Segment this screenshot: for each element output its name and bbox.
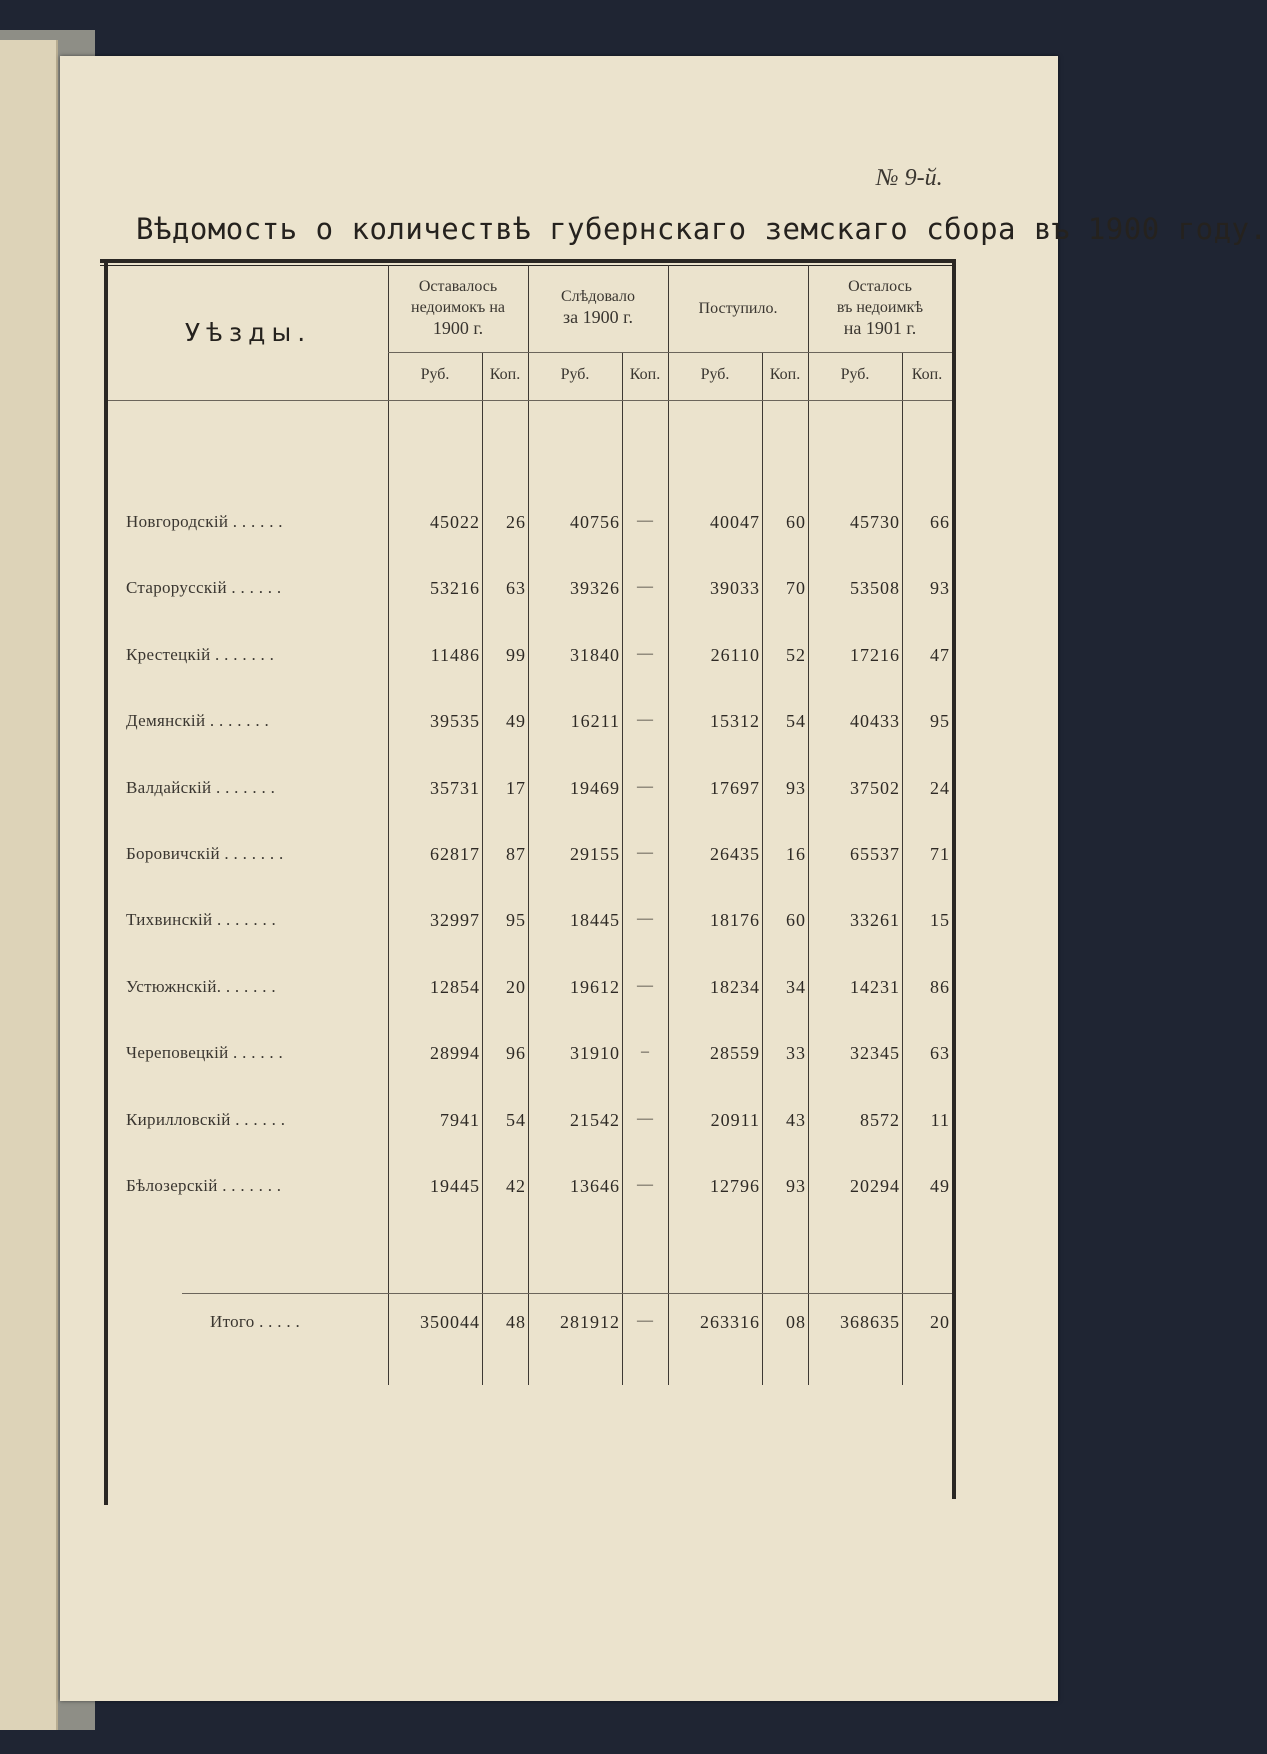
col-divider bbox=[528, 265, 529, 1385]
table-cell: 19445 bbox=[430, 1176, 480, 1196]
table-cell: 71 bbox=[930, 844, 950, 864]
table-row bbox=[0, 1043, 1115, 1073]
subheader-kop: Коп. bbox=[489, 366, 521, 383]
table-cell: 62817 bbox=[430, 844, 480, 864]
table-cell: 11486 bbox=[430, 645, 480, 665]
table-cell: 31910 bbox=[570, 1043, 620, 1063]
table-cell: 19612 bbox=[570, 977, 620, 997]
table-cell: 63 bbox=[930, 1043, 950, 1063]
table-cell: 96 bbox=[506, 1043, 526, 1063]
page-title: Вѣдомость о количествѣ губернскаго земскаго сбора въ 1900 году. bbox=[136, 212, 1267, 246]
total-cell: 20 bbox=[930, 1312, 950, 1332]
header-due-1900 bbox=[528, 286, 668, 328]
table-row bbox=[0, 711, 1115, 741]
total-cell: 08 bbox=[786, 1312, 806, 1332]
table-cell: 16 bbox=[786, 844, 806, 864]
subheader-rub: Руб. bbox=[840, 366, 870, 383]
subheader-rub: Руб. bbox=[420, 366, 450, 383]
table-cell: 40756 bbox=[570, 512, 620, 532]
table-cell: 24 bbox=[930, 778, 950, 798]
table-cell: 18176 bbox=[710, 910, 760, 930]
table-cell: 20 bbox=[506, 977, 526, 997]
table-cell: — bbox=[637, 1176, 653, 1193]
subheader-rub: Руб. bbox=[560, 366, 590, 383]
table-cell: 12796 bbox=[710, 1176, 760, 1196]
table-cell: 8572 bbox=[860, 1110, 900, 1130]
table-cell: — bbox=[637, 711, 653, 728]
header-line: 1900 г. bbox=[432, 318, 484, 338]
table-cell: 49 bbox=[930, 1176, 950, 1196]
total-cell: 48 bbox=[506, 1312, 526, 1332]
total-row bbox=[0, 1312, 1115, 1342]
district-name: Демянскій . . . . . . . bbox=[126, 711, 270, 730]
subheader-kop: Коп. bbox=[629, 366, 661, 383]
table-cell: 93 bbox=[930, 578, 950, 598]
table-cell: 34 bbox=[786, 977, 806, 997]
col-divider bbox=[388, 265, 389, 1385]
header-arrears-1900 bbox=[388, 276, 528, 339]
table-cell: 37502 bbox=[850, 778, 900, 798]
table-cell: 60 bbox=[786, 512, 806, 532]
header-line: Осталось bbox=[848, 278, 912, 295]
table-cell: 20294 bbox=[850, 1176, 900, 1196]
table-row bbox=[0, 1110, 1115, 1140]
table-cell: 63 bbox=[506, 578, 526, 598]
table-cell: 39535 bbox=[430, 711, 480, 731]
table-cell: — bbox=[637, 578, 653, 595]
table-cell: 49 bbox=[506, 711, 526, 731]
table-cell: 18234 bbox=[710, 977, 760, 997]
table-cell: 7941 bbox=[440, 1110, 480, 1130]
table-cell: 93 bbox=[786, 1176, 806, 1196]
table-row bbox=[0, 910, 1115, 940]
total-label: Итого . . . . . bbox=[210, 1312, 301, 1331]
district-name: Череповецкій . . . . . . bbox=[126, 1043, 284, 1062]
header-line: Слѣдовало bbox=[560, 288, 636, 305]
table-row bbox=[0, 977, 1115, 1007]
table-cell: 28559 bbox=[710, 1043, 760, 1063]
district-name: Новгородскій . . . . . . bbox=[126, 512, 283, 531]
table-row bbox=[0, 844, 1115, 874]
subheader-kop: Коп. bbox=[911, 366, 943, 383]
table-cell: 53216 bbox=[430, 578, 480, 598]
table-cell: 12854 bbox=[430, 977, 480, 997]
header-line: Оставалось bbox=[418, 278, 498, 295]
district-name: Валдайскій . . . . . . . bbox=[126, 778, 276, 797]
table-cell: 16211 bbox=[570, 711, 620, 731]
table-cell: 19469 bbox=[570, 778, 620, 798]
table-cell: 11 bbox=[930, 1110, 950, 1130]
header-line: за 1900 г. bbox=[563, 307, 633, 327]
table-cell: 70 bbox=[786, 578, 806, 598]
total-cell: 350044 bbox=[420, 1312, 480, 1332]
table-cell: — bbox=[637, 844, 653, 861]
total-cell: — bbox=[637, 1312, 653, 1329]
table-cell: 40047 bbox=[710, 512, 760, 532]
header-bottom-rule bbox=[108, 400, 952, 401]
page-number: № 9-й. bbox=[876, 165, 943, 191]
table-cell: — bbox=[637, 1110, 653, 1127]
table-cell: 54 bbox=[506, 1110, 526, 1130]
header-line: на 1901 г. bbox=[843, 318, 917, 338]
table-cell: 29155 bbox=[570, 844, 620, 864]
table-cell: 45730 bbox=[850, 512, 900, 532]
table-cell: 26110 bbox=[710, 645, 760, 665]
total-cell: 263316 bbox=[700, 1312, 760, 1332]
table-cell: 15312 bbox=[710, 711, 760, 731]
table-cell: 95 bbox=[930, 711, 950, 731]
table-cell: 28994 bbox=[430, 1043, 480, 1063]
table-cell: 33261 bbox=[850, 910, 900, 930]
table-cell: — bbox=[637, 645, 653, 662]
facing-page-edge bbox=[0, 40, 58, 1730]
table-cell: 17697 bbox=[710, 778, 760, 798]
table-cell: 45022 bbox=[430, 512, 480, 532]
table-cell: 66 bbox=[930, 512, 950, 532]
subheader-kop: Коп. bbox=[769, 366, 801, 383]
district-name: Устюжнскій. . . . . . . bbox=[126, 977, 276, 996]
table-cell: 43 bbox=[786, 1110, 806, 1130]
table-cell: 32997 bbox=[430, 910, 480, 930]
table-cell: 13646 bbox=[570, 1176, 620, 1196]
table-cell: 53508 bbox=[850, 578, 900, 598]
table-cell: 60 bbox=[786, 910, 806, 930]
header-line: въ недоимкѣ bbox=[836, 299, 924, 316]
district-name: Крестецкій . . . . . . . bbox=[126, 645, 275, 664]
header-group-rule bbox=[388, 352, 952, 353]
header-arrears-1901 bbox=[808, 276, 952, 339]
table-cell: 32345 bbox=[850, 1043, 900, 1063]
table-row bbox=[0, 1176, 1115, 1206]
header-received bbox=[668, 298, 808, 319]
district-name: Боровичскій . . . . . . . bbox=[126, 844, 284, 863]
table-cell: 18445 bbox=[570, 910, 620, 930]
table-cell: — bbox=[637, 910, 653, 927]
table-row bbox=[0, 512, 1115, 542]
table-cell: 39326 bbox=[570, 578, 620, 598]
district-name: Тихвинскій . . . . . . . bbox=[126, 910, 277, 929]
table-cell: 15 bbox=[930, 910, 950, 930]
table-cell: — bbox=[637, 977, 653, 994]
table-cell: 86 bbox=[930, 977, 950, 997]
table-cell: 17 bbox=[506, 778, 526, 798]
frame-top-rule bbox=[100, 259, 954, 263]
table-cell: 14231 bbox=[850, 977, 900, 997]
table-cell: 40433 bbox=[850, 711, 900, 731]
table-cell: – bbox=[641, 1043, 649, 1060]
table-cell: 42 bbox=[506, 1176, 526, 1196]
district-name: Старорусскій . . . . . . bbox=[126, 578, 282, 597]
header-line: Поступило. bbox=[698, 300, 778, 317]
total-cell: 281912 bbox=[560, 1312, 620, 1332]
header-line: недоимокъ на bbox=[411, 299, 505, 316]
table-cell: 87 bbox=[506, 844, 526, 864]
table-cell: 20911 bbox=[710, 1110, 760, 1130]
table-cell: 35731 bbox=[430, 778, 480, 798]
table-cell: 26 bbox=[506, 512, 526, 532]
district-name: Кирилловскій . . . . . . bbox=[126, 1110, 286, 1129]
table-cell: — bbox=[637, 512, 653, 529]
table-cell: 31840 bbox=[570, 645, 620, 665]
col-divider bbox=[668, 265, 669, 1385]
table-cell: 21542 bbox=[570, 1110, 620, 1130]
table-row bbox=[0, 645, 1115, 675]
table-cell: 95 bbox=[506, 910, 526, 930]
col-divider bbox=[808, 265, 809, 1385]
table-cell: 93 bbox=[786, 778, 806, 798]
table-cell: 33 bbox=[786, 1043, 806, 1063]
table-cell: 65537 bbox=[850, 844, 900, 864]
total-top-rule bbox=[182, 1293, 952, 1294]
table-cell: 54 bbox=[786, 711, 806, 731]
table-cell: 17216 bbox=[850, 645, 900, 665]
frame-top-thin-rule bbox=[100, 265, 954, 266]
table-cell: 26435 bbox=[710, 844, 760, 864]
district-name: Бѣлозерскій . . . . . . . bbox=[126, 1176, 282, 1195]
table-cell: 47 bbox=[930, 645, 950, 665]
table-cell: 39033 bbox=[710, 578, 760, 598]
table-row bbox=[0, 778, 1115, 808]
total-cell: 368635 bbox=[840, 1312, 900, 1332]
table-cell: 52 bbox=[786, 645, 806, 665]
subheader-rub: Руб. bbox=[700, 366, 730, 383]
table-cell: — bbox=[637, 778, 653, 795]
table-cell: 99 bbox=[506, 645, 526, 665]
table-row bbox=[0, 578, 1115, 608]
header-districts: Уѣзды. bbox=[184, 318, 312, 347]
